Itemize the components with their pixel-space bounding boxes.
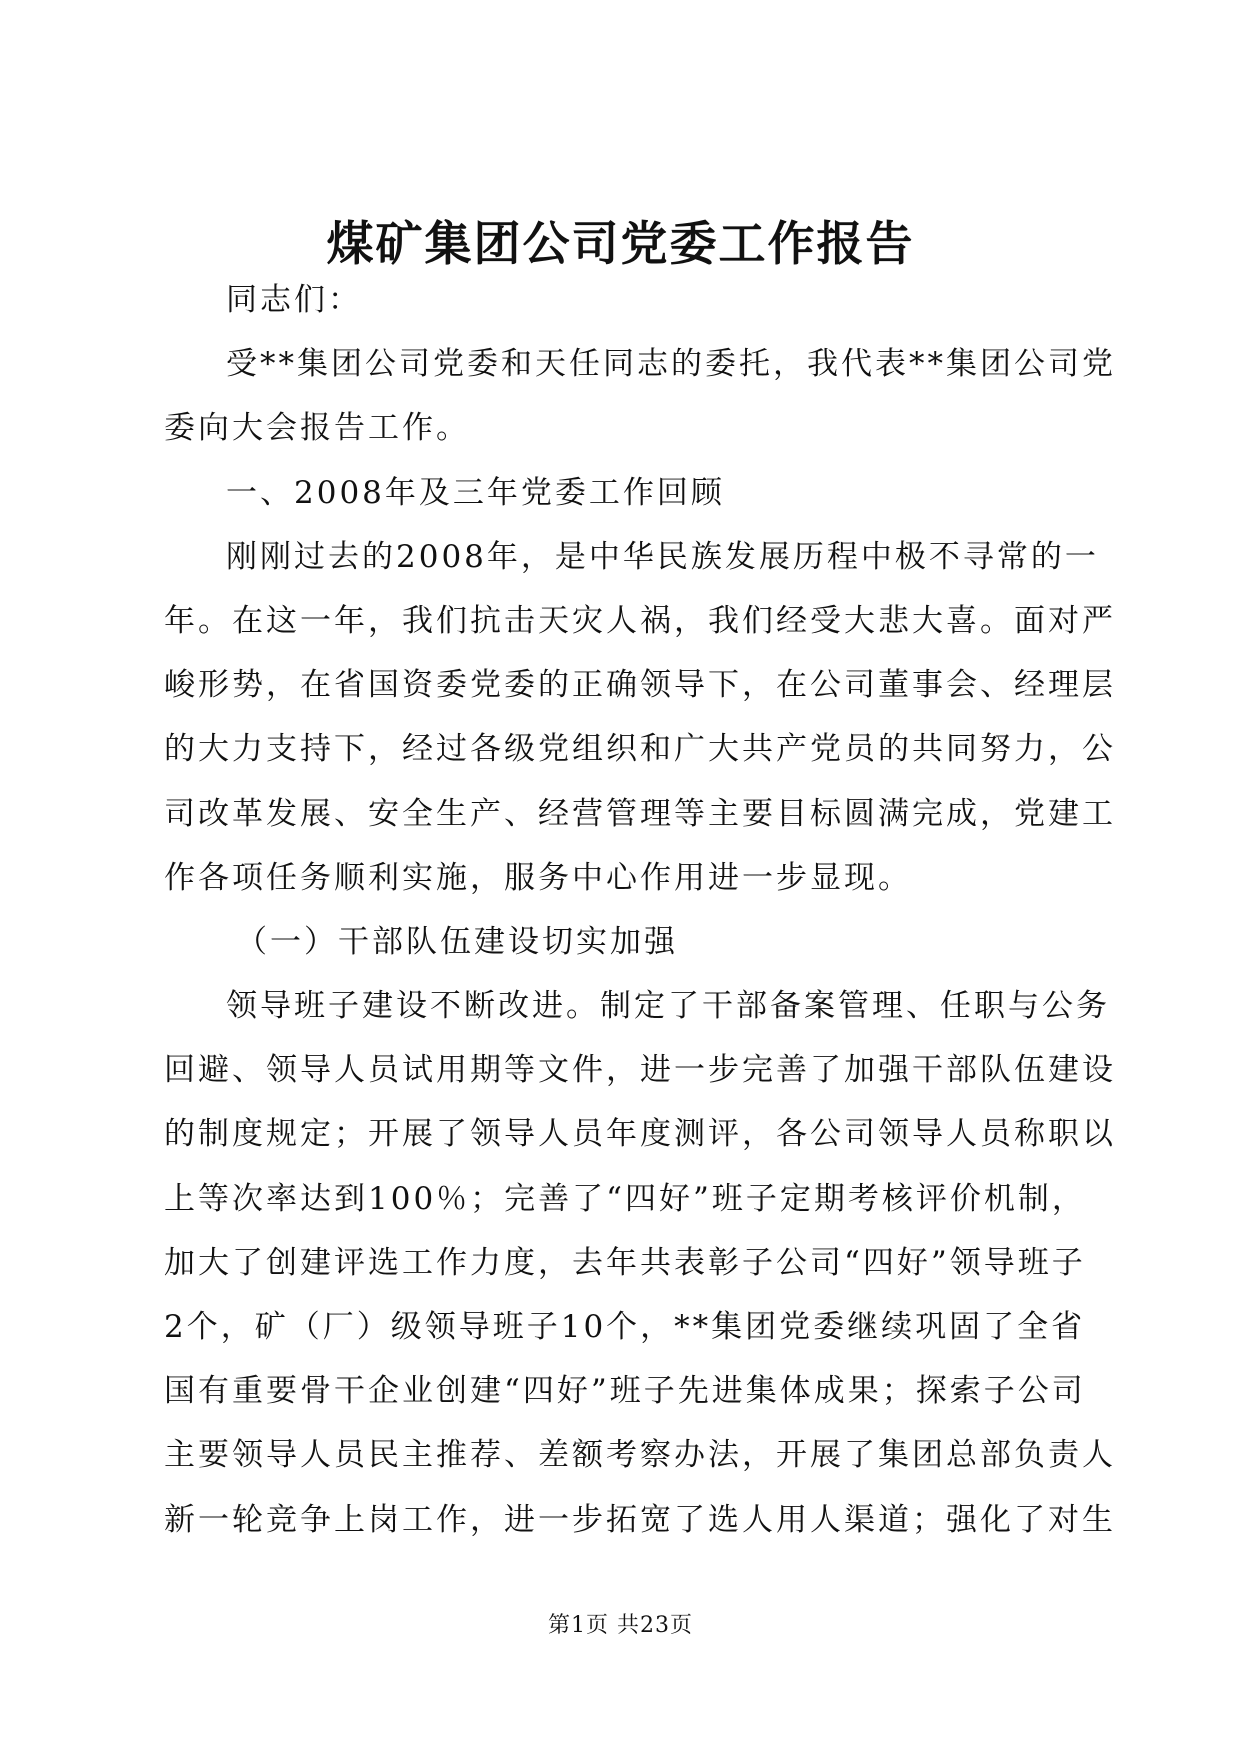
text-line: 司改革发展、安全生产、经营管理等主要目标圆满完成，党建工 <box>164 795 1116 832</box>
text-line: 年。在这一年，我们抗击天灾人祸，我们经受大悲大喜。面对严 <box>164 602 1116 639</box>
text-line: 回避、领导人员试用期等文件，进一步完善了加强干部队伍建设 <box>164 1052 1116 1089</box>
text-line: 受**集团公司党委和天任同志的委托，我代表**集团公司党 <box>226 346 1116 383</box>
text-line: 作各项任务顺利实施，服务中心作用进一步显现。 <box>164 859 912 896</box>
text-line: 的制度规定；开展了领导人员年度测评，各公司领导人员称职以 <box>164 1116 1116 1153</box>
document-title: 煤矿集团公司党委工作报告 <box>326 217 915 272</box>
text-line: 主要领导人员民主推荐、差额考察办法，开展了集团总部负责人 <box>164 1437 1116 1474</box>
text-line: 的大力支持下，经过各级党组织和广大共产党员的共同努力，公 <box>164 731 1116 768</box>
total-pages: 共23页 <box>617 1613 693 1638</box>
text-line: 领导班子建设不断改进。制定了干部备案管理、任职与公务 <box>226 988 1110 1025</box>
page-number: 第1页 <box>548 1613 609 1638</box>
text-line: 同志们： <box>226 282 362 318</box>
text-line: 新一轮竞争上岗工作，进一步拓宽了选人用人渠道；强化了对生 <box>164 1501 1116 1538</box>
document-body <box>164 268 1116 1552</box>
page-footer <box>0 1611 1241 1641</box>
text-line: 上等次率达到100％；完善了“四好”班子定期考核评价机制， <box>164 1180 1086 1217</box>
text-line: 加大了创建评选工作力度，去年共表彰子公司“四好”领导班子 <box>164 1244 1086 1281</box>
text-line: 国有重要骨干企业创建“四好”班子先进集体成果；探索子公司 <box>164 1373 1086 1410</box>
text-line: 峻形势，在省国资委党委的正确领导下，在公司董事会、经理层 <box>164 667 1116 704</box>
text-line: 委向大会报告工作。 <box>164 410 470 447</box>
text-line: 2个，矿（厂）级领导班子10个，**集团党委继续巩固了全省 <box>164 1309 1086 1345</box>
text-line: 刚刚过去的2008年，是中华民族发展历程中极不寻常的一 <box>226 538 1099 575</box>
section-heading: 一、2008年及三年党委工作回顾 <box>226 474 725 511</box>
subsection-heading: （一）干部队伍建设切实加强 <box>236 923 678 960</box>
